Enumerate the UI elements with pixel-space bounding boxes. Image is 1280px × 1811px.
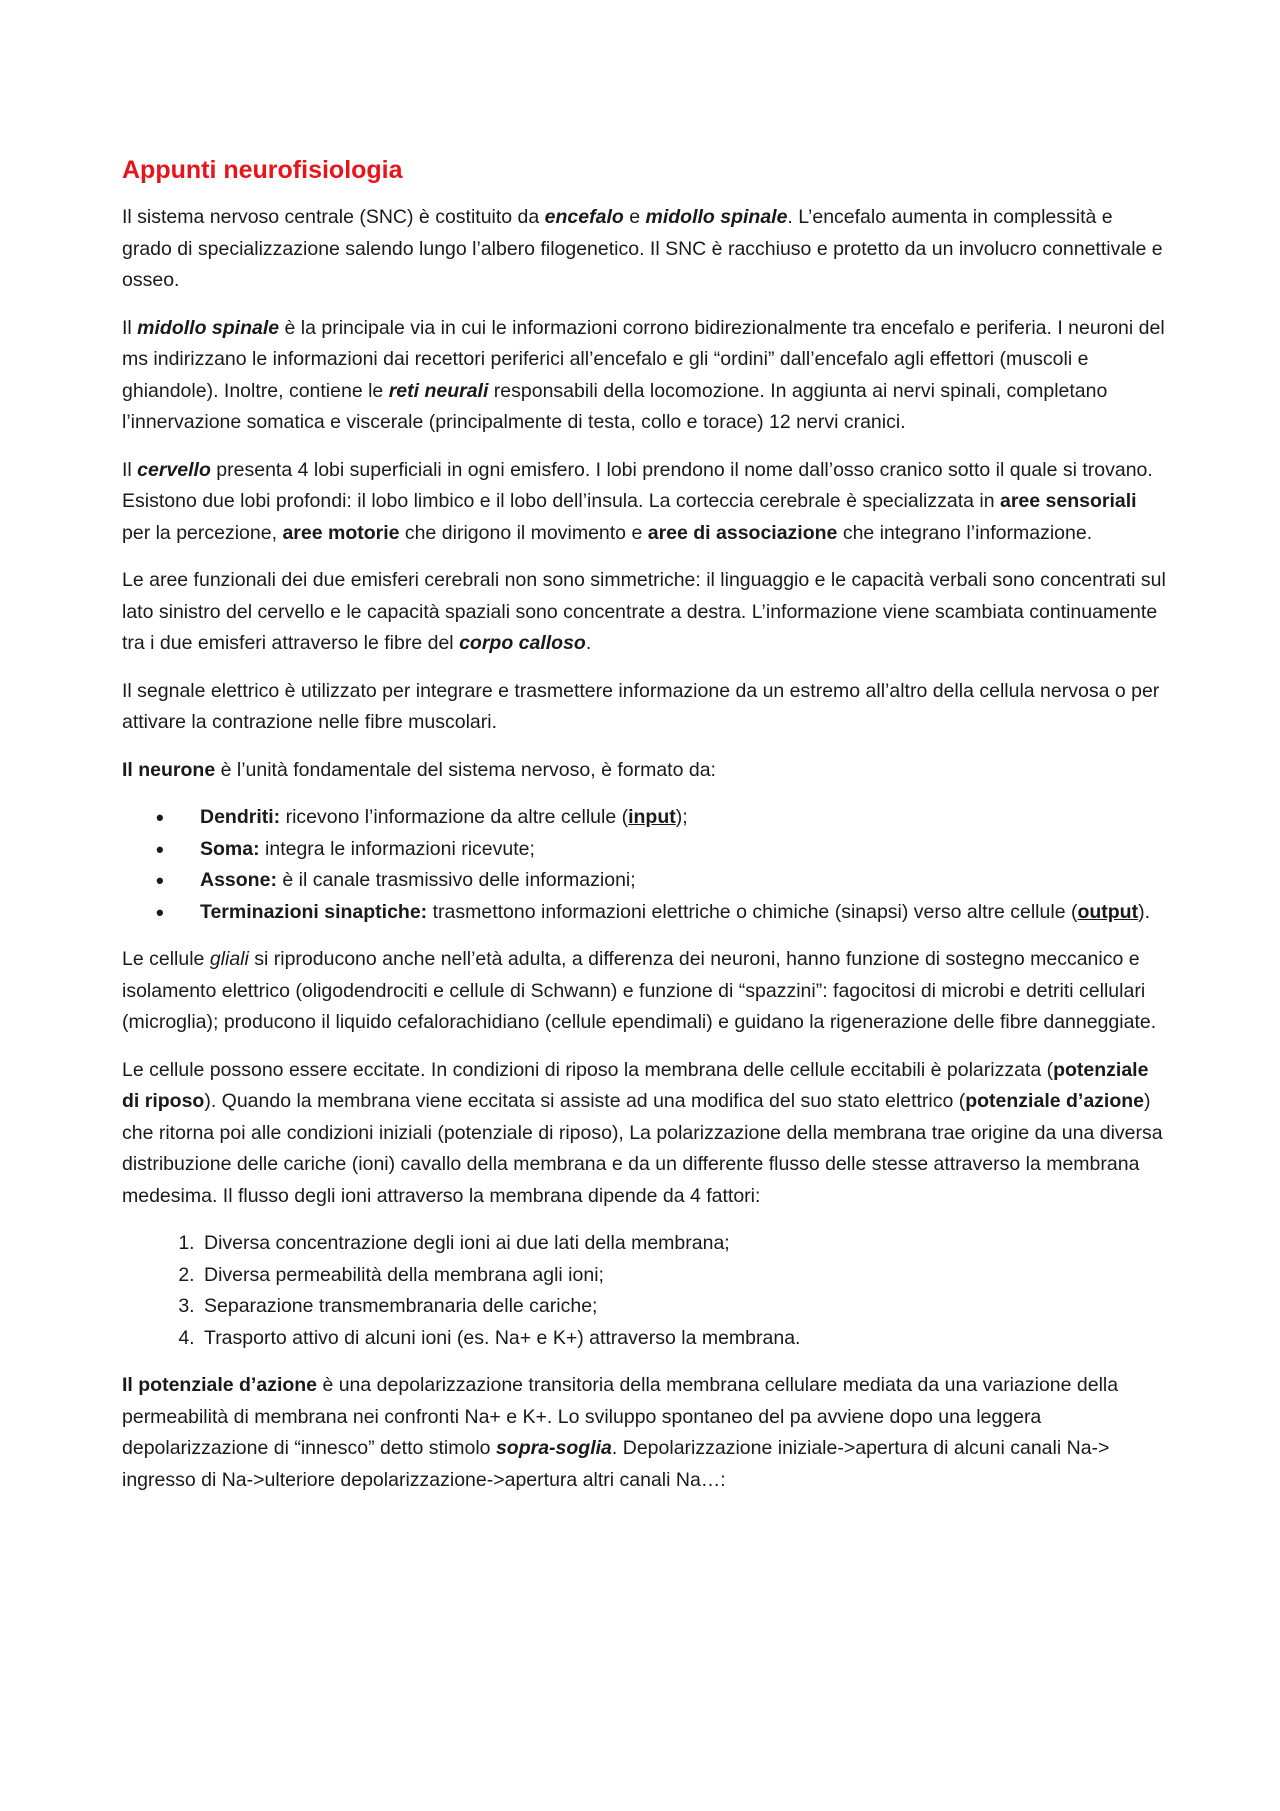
paragraph-cervello: Il cervello presenta 4 lobi superficiali in ogni emisfero. I lobi prendono il nome dall’osso cranico sotto il quale si trovano. Esistono due lobi profondi: il lobo limbico e il lobo dell’insula. La corteccia cerebrale è specializzata in aree sensoriali per la percezione, aree motorie che dirigono il movimento e aree di associazione che integrano l’informazione. — [122, 458, 1153, 544]
paragraph-segnale: Il segnale elettrico è utilizzato per integrare e trasmettere informazione da un estremo all’altro della cellula nervosa o per attivare la contrazione nelle fibre muscolari. — [122, 679, 1160, 733]
paragraph-potenziale-riposo: Le cellule possono essere eccitate. In condizioni di riposo la membrana delle cellule eccitabili è polarizzata (potenziale di riposo). Quando la membrana viene eccitata si assiste ad una modifica del suo stato elettrico (potenziale d’azione) che ritorna poi alle condizioni iniziali (potenziale di riposo), La polarizzazione della membrana trae origine da una diversa distribuzione delle cariche (ioni) cavallo della membrana e da un differente flusso delle stesse attraverso la membrana medesima. Il flusso degli ioni attraverso la membrana dipende da 4 fattori: — [122, 1058, 1163, 1207]
paragraph-snc: Il sistema nervoso centrale (SNC) è costituito da encefalo e midollo spinale. L’encefalo aumenta in complessità e grado di specializzazione salendo lungo l’albero filogenetico. Il SNC è racchiuso e protetto da un involucro connettivale e osseo. — [122, 206, 1163, 291]
list-item: • Soma: integra le informazioni ricevute; — [200, 834, 1167, 866]
paragraph-neurone: Il neurone è l’unità fondamentale del sistema nervoso, è formato da: — [122, 758, 716, 781]
list-item: • Dendriti: ricevono l’informazione da altre cellule (input); — [200, 802, 1167, 834]
document-title: Appunti neurofisiologia — [122, 156, 403, 184]
list-item: 2. Diversa permeabilità della membrana agli ioni; — [200, 1260, 1167, 1292]
list-item: • Assone: è il canale trasmissivo delle informazioni; — [200, 865, 1167, 897]
paragraph-emisferi: Le aree funzionali dei due emisferi cerebrali non sono simmetriche: il linguaggio e le capacità verbali sono concentrati sul lato sinistro del cervello e le capacità spaziali sono concentrate a destra. L’informazione viene scambiata continuamente tra i due emisferi attraverso le fibre del corpo calloso. — [122, 569, 1166, 654]
paragraph-potenziale-azione: Il potenziale d’azione è una depolarizzazione transitoria della membrana cellulare mediata da una variazione della permeabilità di membrana nei confronti Na+ e K+. Lo sviluppo spontaneo del pa avviene dopo una leggera depolarizzazione di “innesco” detto stimolo sopra-soglia. Depolarizzazione iniziale->apertura di alcuni canali Na-> ingresso di Na->ulteriore depolarizzazione->apertura altri canali Na…: — [122, 1374, 1119, 1491]
list-item: 1. Diversa concentrazione degli ioni ai due lati della membrana; — [200, 1228, 1167, 1260]
list-item: • Terminazioni sinaptiche: trasmettono informazioni elettriche o chimiche (sinapsi) verso altre cellule (output). — [200, 897, 1167, 929]
document-page — [122, 150, 1167, 1512]
paragraph-midollo: Il midollo spinale è la principale via in cui le informazioni corrono bidirezionalmente tra encefalo e periferia. I neuroni del ms indirizzano le informazioni dai recettori periferici all’encefalo e gli “ordini” dall’encefalo agli effettori (muscoli e ghiandole). Inoltre, contiene le reti neurali responsabili della locomozione. In aggiunta ai nervi spinali, completano l’innervazione somatica e viscerale (principalmente di testa, collo e torace) 12 nervi cranici. — [122, 316, 1165, 433]
list-item: 3. Separazione transmembranaria delle cariche; — [200, 1291, 1167, 1323]
paragraph-glia: Le cellule gliali si riproducono anche nell’età adulta, a differenza dei neuroni, hanno funzione di sostegno meccanico e isolamento elettrico (oligodendrociti e cellule di Schwann) e funzione di “spazzini”: fagocitosi di microbi e detriti cellulari (microglia); producono il liquido cefalorachidiano (cellule ependimali) e guidano la rigenerazione delle fibre danneggiate. — [122, 948, 1157, 1033]
list-item: 4. Trasporto attivo di alcuni ioni (es. Na+ e K+) attraverso la membrana. — [200, 1323, 1167, 1355]
factors-list — [122, 1228, 1167, 1354]
neuron-parts-list — [122, 802, 1167, 928]
